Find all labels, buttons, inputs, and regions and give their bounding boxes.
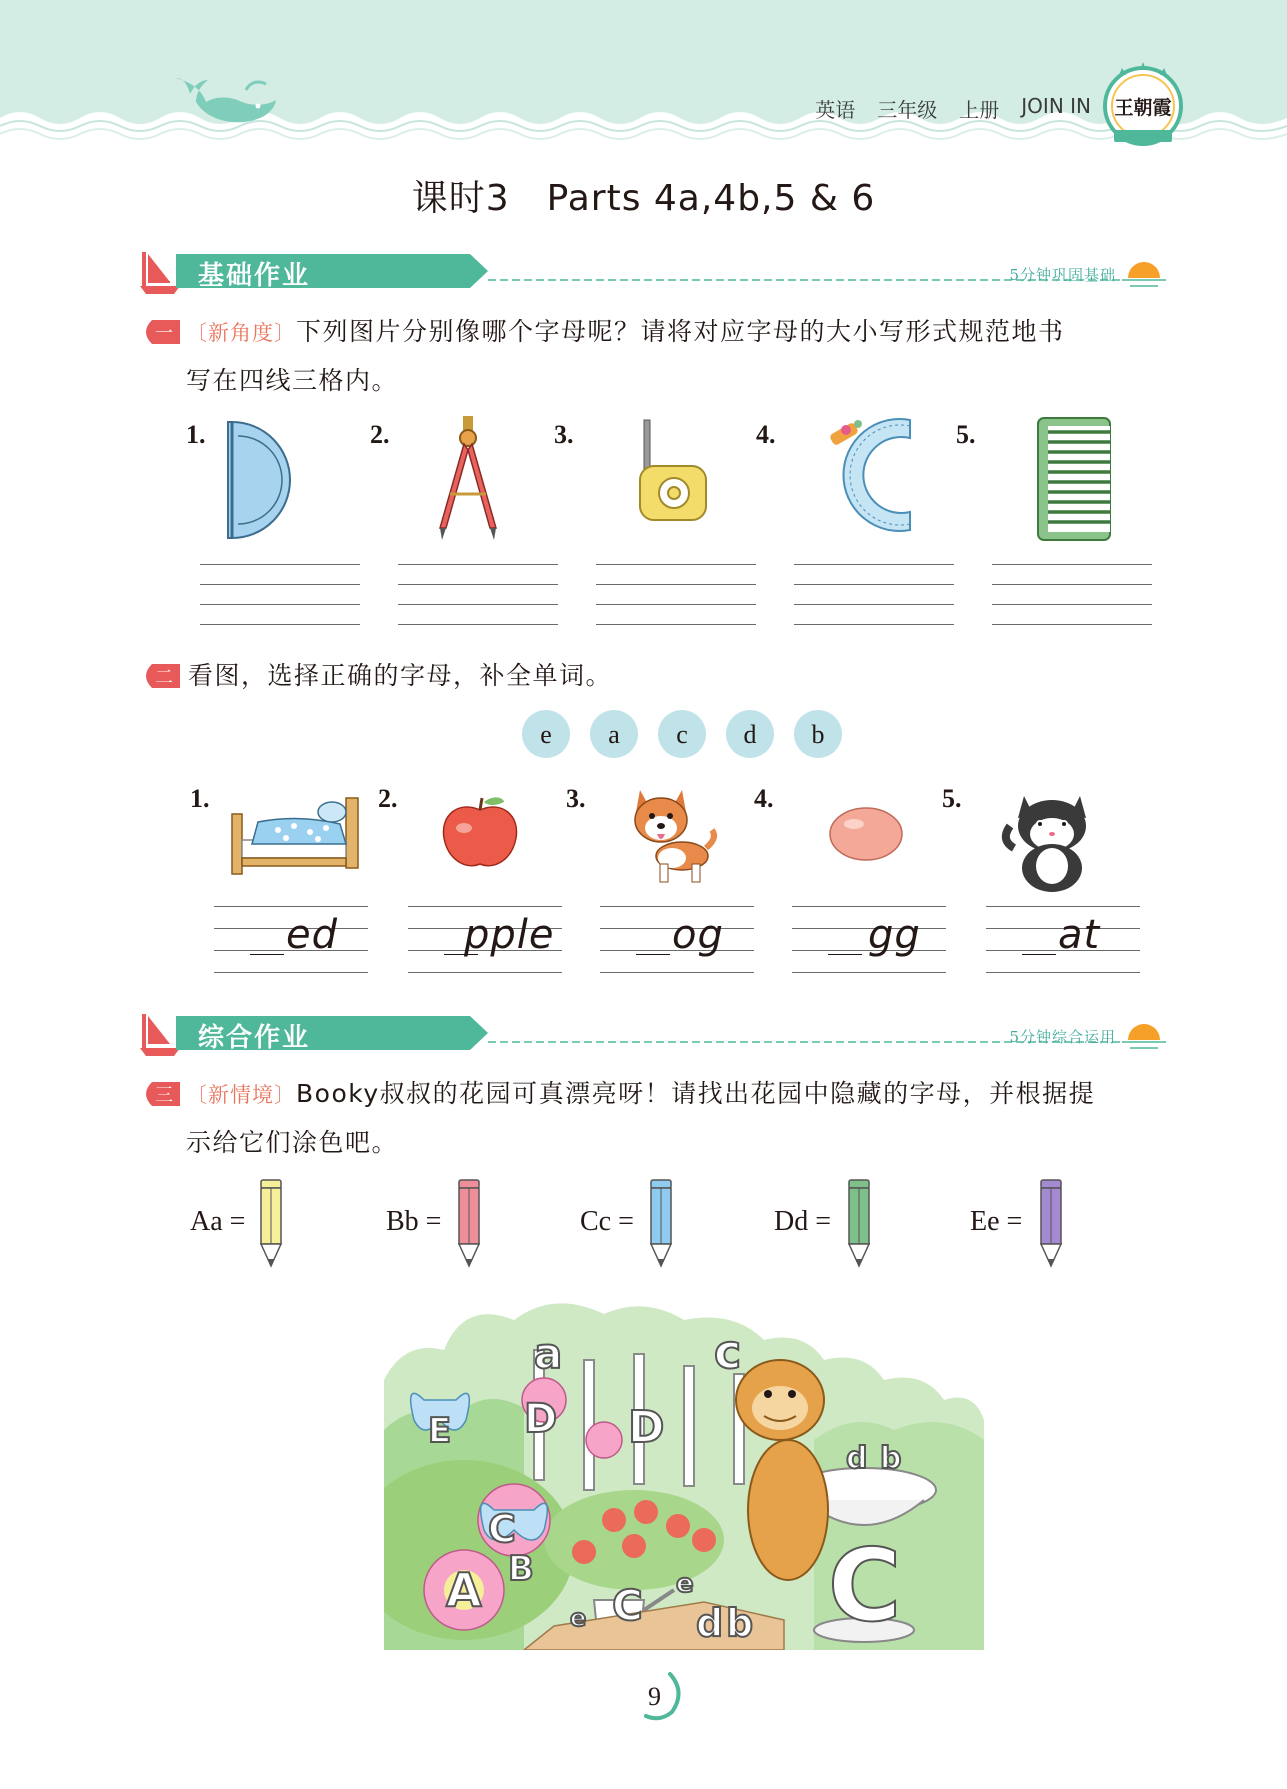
- pencil-icon: [1038, 1178, 1064, 1268]
- item-number: 5.: [956, 420, 976, 449]
- pencil-icon: [456, 1178, 482, 1268]
- writing-lines[interactable]: [200, 564, 360, 626]
- cat-icon: [1000, 786, 1104, 894]
- word-ending: og: [672, 912, 724, 958]
- item-number: 3.: [554, 420, 574, 449]
- pencil-icon: [846, 1178, 872, 1268]
- item-number: 1.: [190, 784, 210, 813]
- section-label: 基础作业: [198, 261, 311, 291]
- crumb-subject: 英语: [815, 98, 856, 122]
- apple-icon: [438, 794, 522, 872]
- writing-lines[interactable]: [398, 564, 558, 626]
- item-number: 4.: [756, 420, 776, 449]
- letter-choice: d: [726, 710, 774, 758]
- writing-lines[interactable]: [992, 564, 1152, 626]
- item-number: 2.: [378, 784, 398, 813]
- section-label: 综合作业: [198, 1023, 311, 1053]
- item-number: 4.: [754, 784, 774, 813]
- compass-icon: [430, 416, 506, 542]
- question-3-text: [186, 1070, 1095, 1167]
- section-note: 5分钟综合运用: [1009, 1028, 1116, 1046]
- color-key-label: Aa =: [190, 1206, 246, 1237]
- color-key: [386, 1178, 486, 1268]
- hidden-letter[interactable]: c: [714, 1325, 742, 1379]
- question-number: 二: [155, 667, 173, 688]
- word-lines[interactable]: [408, 906, 562, 972]
- word-ending: at: [1058, 912, 1101, 958]
- hidden-letter[interactable]: e: [676, 1569, 694, 1599]
- word-ending: pple: [464, 912, 555, 958]
- question-line: 示给它们涂色吧。: [186, 1128, 399, 1157]
- color-key-label: Ee =: [970, 1206, 1023, 1237]
- breadcrumb: [815, 94, 1091, 123]
- hidden-letter[interactable]: A: [446, 1563, 482, 1617]
- crumb-grade: 三年级: [877, 98, 938, 122]
- whale-icon: [170, 72, 280, 134]
- letter-choice: c: [658, 710, 706, 758]
- hidden-letter[interactable]: a: [534, 1329, 563, 1378]
- question-line: Booky叔叔的花园可真漂亮呀！请找出花园中隐藏的字母，并根据提: [296, 1079, 1096, 1108]
- item-number: 3.: [566, 784, 586, 813]
- question-2-text: 看图，选择正确的字母，补全单词。: [188, 661, 613, 690]
- question-number-badge: [140, 664, 180, 688]
- section-banner-basic: [140, 246, 1178, 296]
- color-key-label: Cc =: [580, 1206, 634, 1237]
- item-number: 2.: [370, 420, 390, 449]
- word-ending: gg: [868, 912, 921, 958]
- color-key: [774, 1178, 874, 1268]
- comb-icon: [1034, 416, 1114, 544]
- question-line: 写在四线三格内。: [186, 366, 399, 395]
- word-ending: ed: [286, 912, 338, 958]
- color-key: [190, 1178, 290, 1268]
- hidden-letter[interactable]: e: [570, 1604, 587, 1632]
- letter-choice: b: [794, 710, 842, 758]
- hidden-letter[interactable]: D: [524, 1396, 558, 1442]
- question-tag: 〔新角度〕: [186, 321, 296, 345]
- letter-choice: e: [522, 710, 570, 758]
- section-banner-comprehensive: [140, 1008, 1178, 1058]
- page-number: [620, 1670, 690, 1722]
- pencil-icon: [648, 1178, 674, 1268]
- blank-line[interactable]: [1022, 954, 1056, 955]
- word-lines[interactable]: [214, 906, 368, 972]
- word-lines[interactable]: [600, 906, 754, 972]
- page-title: 课时3 Parts 4a,4b,5 & 6: [411, 178, 876, 219]
- question-number: 三: [155, 1085, 173, 1106]
- c-ruler-icon: [826, 416, 912, 536]
- question-1-text: [186, 308, 1065, 405]
- color-key: [580, 1178, 680, 1268]
- pencil-icon: [258, 1178, 284, 1268]
- crumb-edition: JOIN IN: [1021, 94, 1091, 118]
- page-number-text: 9: [648, 1682, 661, 1711]
- question-number-badge: [140, 1082, 180, 1106]
- blank-line[interactable]: [828, 954, 862, 955]
- hidden-letter[interactable]: b: [880, 1441, 902, 1476]
- question-number: 一: [155, 323, 173, 344]
- question-tag: 〔新情境〕: [186, 1083, 296, 1107]
- hidden-letter[interactable]: C: [828, 1527, 902, 1644]
- color-key: [970, 1178, 1070, 1268]
- dog-icon: [626, 782, 718, 886]
- hidden-letter[interactable]: d: [696, 1601, 724, 1645]
- section-note: 5分钟巩固基础: [1009, 266, 1116, 284]
- protractor-icon: [224, 418, 294, 542]
- hidden-letter[interactable]: B: [508, 1549, 534, 1589]
- hidden-letter[interactable]: C: [612, 1581, 643, 1630]
- item-number: 5.: [942, 784, 962, 813]
- question-number-badge: [140, 320, 180, 344]
- crumb-volume: 上册: [959, 98, 1000, 122]
- writing-lines[interactable]: [794, 564, 954, 626]
- hidden-letter[interactable]: C: [488, 1507, 516, 1551]
- color-key-label: Bb =: [386, 1206, 442, 1237]
- question-line: 下列图片分别像哪个字母呢？请将对应字母的大小写形式规范地书: [296, 317, 1065, 346]
- seal-text: 王朝霞: [1114, 97, 1172, 119]
- word-lines[interactable]: [986, 906, 1140, 972]
- hidden-letter[interactable]: d: [846, 1441, 868, 1476]
- hidden-letter[interactable]: b: [726, 1601, 754, 1645]
- bed-icon: [228, 784, 362, 880]
- blank-line[interactable]: [250, 954, 284, 955]
- tape-measure-icon: [636, 418, 712, 524]
- seal-logo: [1100, 60, 1186, 150]
- writing-lines[interactable]: [596, 564, 756, 626]
- blank-line[interactable]: [636, 954, 670, 955]
- hidden-letter[interactable]: E: [428, 1411, 452, 1451]
- color-key-label: Dd =: [774, 1206, 832, 1237]
- word-lines[interactable]: [792, 906, 946, 972]
- egg-icon: [826, 804, 906, 864]
- letter-choice: a: [590, 710, 638, 758]
- item-number: 1.: [186, 420, 206, 449]
- garden-illustration[interactable]: [384, 1290, 984, 1650]
- hidden-letter[interactable]: D: [628, 1402, 665, 1453]
